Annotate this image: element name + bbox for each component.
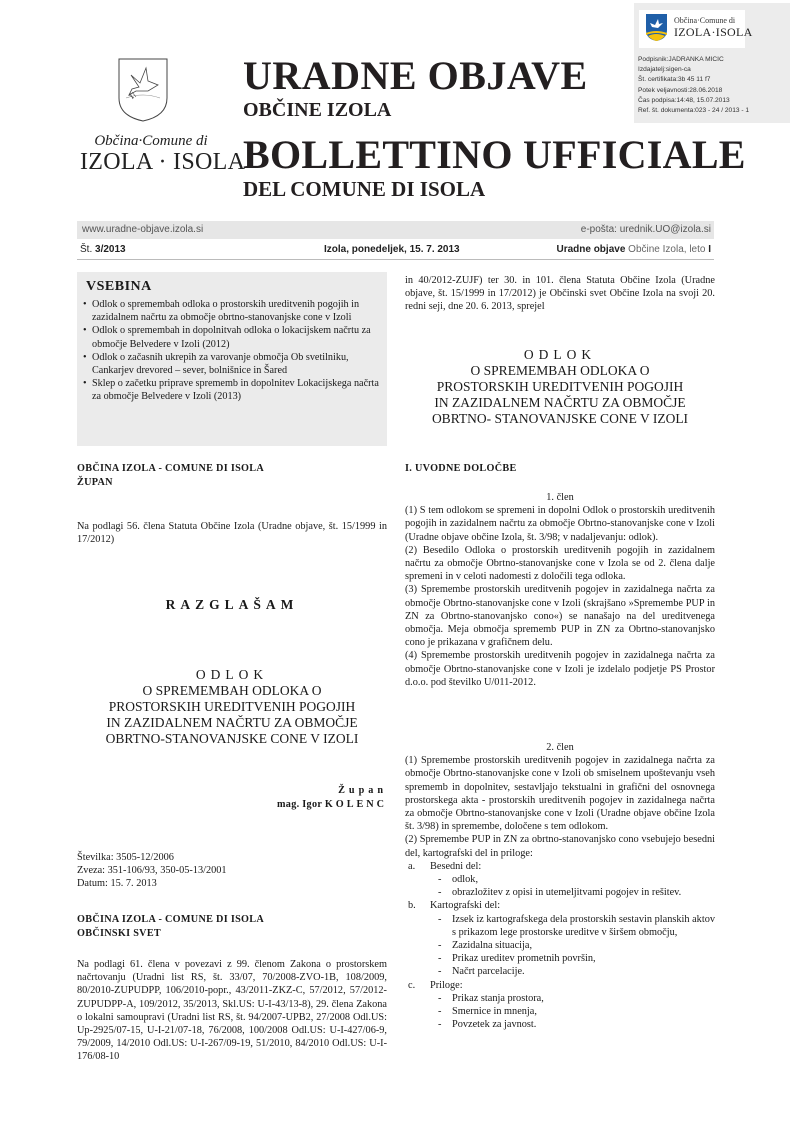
dash-marker: - xyxy=(438,887,442,899)
reference-number: Številka: 3505-12/2006 xyxy=(77,852,174,863)
issue-number-value: 3/2013 xyxy=(95,244,126,255)
decree-title-line: ODLOK xyxy=(523,347,597,362)
issue-number xyxy=(80,244,126,255)
list-subitem xyxy=(405,952,715,965)
signature-logo-line1: Občina·Comune di xyxy=(674,16,736,25)
decree-title-line: OBRTNO- STANOVANJSKE CONE V IZOLI xyxy=(431,411,689,426)
list-subitem-text: Prikaz ureditev prometnih površin, xyxy=(452,953,596,965)
coat-of-arms-icon xyxy=(646,14,667,41)
contents-box xyxy=(77,272,387,446)
decree-title-line: IN ZAZIDALNEM NAČRTU ZA OBMOČJE xyxy=(434,395,686,410)
decree-title-line: O SPREMEMBAH ODLOKA O xyxy=(142,683,322,698)
publication-municipality: Občine Izola, leto xyxy=(628,244,706,255)
list-subitem xyxy=(405,1005,715,1018)
masthead-title-sl: URADNE OBJAVE xyxy=(243,53,588,98)
dash-marker: - xyxy=(438,940,442,952)
list-label: Besedni del: xyxy=(430,860,482,872)
list-subitem-text: Izsek iz kartografskega dela prostorskih sestavin planskih aktov s prikazom lege prostorske ureditve v širšem območju, xyxy=(452,913,715,938)
article-1 xyxy=(405,491,715,689)
paragraph: (2) Spremembe PUP in ZN za obrtno-stanovanjsko cono vsebujejo besedni del, kartografski del in priloge: xyxy=(405,834,715,859)
website-link[interactable]: www.uradne-objave.izola.si xyxy=(82,224,204,235)
decree-title-left xyxy=(77,667,387,747)
dash-marker: - xyxy=(438,1006,442,1018)
list-label: Priloge: xyxy=(430,979,463,991)
contents-list xyxy=(82,298,382,404)
dash-marker: - xyxy=(438,992,442,1004)
municipal-crest-icon xyxy=(118,58,168,122)
digital-signature-box xyxy=(634,3,790,123)
article-heading: 1. člen xyxy=(546,492,574,503)
list-item xyxy=(405,860,715,873)
masthead-title-it: BOLLETTINO UFFICIALE xyxy=(243,132,746,177)
dash-marker: - xyxy=(438,913,442,925)
signature-details xyxy=(638,55,749,116)
list-subitem xyxy=(405,965,715,978)
issuer-block-1 xyxy=(77,462,387,489)
list-subitem-text: Zazidalna situacija, xyxy=(452,940,533,952)
crest-caption-line1: Občina·Comune di xyxy=(94,133,208,149)
paragraph: (1) S tem odlokom se spremeni in dopolni Odlok o prostorskih ureditvenih pogojih in zazidalnem načrtu za območje Obrtno-stanovanjske cone v Izoli (Uradne objave občine Izola, št. 3/98; v nadaljevanju: odlok). xyxy=(405,505,715,543)
contents-heading: VSEBINA xyxy=(86,279,152,294)
signer: Podpisnik:JADRANKA MICIC xyxy=(638,56,724,63)
legal-basis-continued: in 40/2012-ZUJF) ter 30. in 101. člena Statuta Občine Izola (Uradne objave, št. 15/1999 in 17/2012) je Občinski svet Občine Izola na svoji 20. redni seji, dne 20. 6. 2013, sprejel xyxy=(405,275,715,313)
list-subitem xyxy=(405,939,715,952)
list-subitem-text: Povzetek za javnost. xyxy=(452,1019,537,1031)
reference-date: Datum: 15. 7. 2013 xyxy=(77,878,157,890)
reference-block xyxy=(77,851,387,891)
mayor-title: Župan xyxy=(338,785,387,796)
list-item xyxy=(405,899,715,912)
decree-title-line: IN ZAZIDALNEM NAČRTU ZA OBMOČJE xyxy=(106,715,358,730)
section-heading: I. UVODNE DOLOČBE xyxy=(405,463,517,474)
masthead-subtitle-sl: OBČINE IZOLA xyxy=(243,99,392,121)
masthead-subtitle-it: DEL COMUNE DI ISOLA xyxy=(243,177,486,201)
list-label: Kartografski del: xyxy=(430,900,501,912)
mayor-prefix: mag. Igor xyxy=(277,798,322,810)
mayor-surname: KOLENC xyxy=(324,798,387,810)
publication-info xyxy=(556,244,711,255)
crest-caption-line2: IZOLA · ISOLA xyxy=(80,149,246,175)
issuer-office: ŽUPAN xyxy=(77,476,113,488)
dash-marker: - xyxy=(438,966,442,978)
decree-title-line: ODLOK xyxy=(195,667,269,682)
signing-time: Čas podpisa:14:48, 15.07.2013 xyxy=(638,96,730,104)
publication-name: Uradne objave xyxy=(556,244,626,255)
signature-logo-line2: IZOLA·ISOLA xyxy=(674,25,753,39)
issue-number-prefix: Št. xyxy=(80,244,93,255)
issuer-organization: OBČINA IZOLA - COMUNE DI ISOLA xyxy=(77,914,265,925)
validity: Potek veljavnosti:28.06.2018 xyxy=(638,86,723,94)
issuer-office: OBČINSKI SVET xyxy=(77,927,162,939)
decree-title-right xyxy=(405,347,715,427)
dash-marker: - xyxy=(438,1019,442,1031)
list-marker: c. xyxy=(408,979,416,991)
dash-marker: - xyxy=(438,953,442,965)
info-bar xyxy=(77,221,714,239)
issue-date: Izola, ponedeljek, 15. 7. 2013 xyxy=(324,244,460,255)
list-subitem xyxy=(405,992,715,1005)
decree-title-line: OBRTNO-STANOVANJSKE CONE V IZOLI xyxy=(105,731,359,746)
issue-line xyxy=(77,241,714,260)
list-marker: b. xyxy=(408,900,416,912)
signature-logo xyxy=(639,10,753,48)
email-link[interactable]: e-pošta: urednik.UO@izola.si xyxy=(580,224,711,235)
list-subitem-text: Načrt parcelacije. xyxy=(452,966,525,978)
dash-marker: - xyxy=(438,874,442,886)
legal-basis-1: Na podlagi 56. člena Statuta Občine Izola (Uradne objave, št. 15/1999 in 17/2012) xyxy=(77,521,387,546)
list-subitem xyxy=(405,913,715,939)
decree-title-line: PROSTORSKIH UREDITVENIH POGOJIH xyxy=(108,699,356,714)
document-reference: Ref. št. dokumenta:023 - 24 / 2013 - 1 xyxy=(638,107,750,115)
decree-title-line: O SPREMEMBAH ODLOKA O xyxy=(470,363,650,378)
decree-title-line: PROSTORSKIH UREDITVENIH POGOJIH xyxy=(436,379,684,394)
publication-year: I xyxy=(708,244,711,255)
list-marker: a. xyxy=(408,860,416,872)
paragraph: (2) Besedilo Odloka o prostorskih ureditvenih pogojih in zazidalnem načrtu za območje Obrtno-stanovanjske cone v Izola se od 2. člena dalje spremeni in v celoti nadomesti z določili tega odloka. xyxy=(405,544,715,583)
legal-basis-2: Na podlagi 61. člena v povezavi z 99. členom Zakona o prostorskem načrtovanju (Uradni list RS, št. 33/07, 70/2008-ZVO-1B, 108/2009, 80/2010-ZUPUDPP, 106/2010-popr., 43/2011-ZKZ-C, 57/2012, 57/2012-ZUPUDPP-A, 109/2012, 35/2013, Skl.US: U-I-43/13-8), 29. člena Zakona o lokalni samoupravi (Uradni list RS, št. 94/2007-UPB2, 27/2008 Odl.US: Up-2925/07-15, U-I-21/07-18, 76/2008, 100/2008 Odl.US: U-I-427/06-9, 79/2009, 14/2010 Odl.US: U-I-267/09-19, 51/2010, 84/2010 Odl.US: U-I-176/08-10 xyxy=(77,959,387,1063)
proclamation: RAZGLAŠAM xyxy=(165,597,299,612)
list-subitem xyxy=(405,886,715,899)
list-subitem-text: Prikaz stanja prostora, xyxy=(452,992,544,1004)
list-subitem xyxy=(405,873,715,886)
issuer-organization: OBČINA IZOLA - COMUNE DI ISOLA xyxy=(77,463,265,474)
paragraph: (4) Spremembe prostorskih ureditvenih pogojev in zazidalnega načrta za območje Obrtno-stanovanjske cone v Izoli je izdelalo podjetje PS Prostor d.o.o. pod številko U/011-2012. xyxy=(405,650,715,688)
list-subitem-text: Smernice in mnenja, xyxy=(452,1006,537,1018)
mayor-name xyxy=(77,798,387,812)
reference-link: Zveza: 351-106/93, 350-05-13/2001 xyxy=(77,865,227,877)
contents-item[interactable]: • Odlok o spremembah odloka o prostorskih ureditvenih pogojih in zazidalnem načrtu za območje obrtno-stanovanjske cone v Izoli xyxy=(82,298,382,324)
article-heading: 2. člen xyxy=(546,742,574,753)
list-item xyxy=(405,979,715,992)
contents-item[interactable]: • Odlok o začasnih ukrepih za varovanje območja Ob svetilniku, Cankarjev drevored – sever, bolnišnice in Šared xyxy=(82,351,382,377)
list-subitem xyxy=(405,1018,715,1031)
paragraph: (3) Spremembe prostorskih ureditvenih pogojev in zazidalnega načrta za območje Obrtno-stanovanjske cone v Izoli (skrajšano »Spremembe PUP in ZN za Obrtno-stanovanjsko cono«) se nanašajo na del ureditvenega območja. Meja območja sprememb PUP in ZN za Obrtno-stanovanjsko cono je prikazana v grafičnem delu. xyxy=(405,584,715,649)
issuer-block-2 xyxy=(77,913,387,940)
component-list xyxy=(405,860,715,1032)
paragraph: (1) Spremembe prostorskih ureditvenih pogojev in zazidalnega načrta za območje Obrtno-stanovanjske cone v Izoli ob smiselnem upoštevanju vseh sprememb in dopolnitev, sestavljajo tekstualni in grafični del osnovnega prostorskega akta - prostorskih ureditvenih pogojev in zazidalnega načrta za območje Obrtno-stanovanjske cone v Izoli (Uradne objave občine Izola št. 3/98) in spremembe, določene s tem odlokom. xyxy=(405,755,715,833)
list-subitem-text: odlok, xyxy=(452,874,479,886)
contents-item[interactable]: • Odlok o spremembah in dopolnitvah odloka o lokacijskem načrtu za območje Belvedere v Izoli (2012) xyxy=(82,324,382,350)
mayor-signature xyxy=(77,784,387,811)
issuer: Izdajatelj:sigen-ca xyxy=(638,66,691,74)
list-subitem-text: obrazložitev z opisi in utemeljitvami pogojev in rešitev. xyxy=(452,887,682,899)
certificate-number: Št. certifikata:3b 45 11 f7 xyxy=(638,76,711,84)
contents-item[interactable]: • Sklep o začetku priprave sprememb in dopolnitev Lokacijskega načrta za območje Belvedere v Izoli (2013) xyxy=(82,377,382,403)
article-2 xyxy=(405,741,715,1031)
